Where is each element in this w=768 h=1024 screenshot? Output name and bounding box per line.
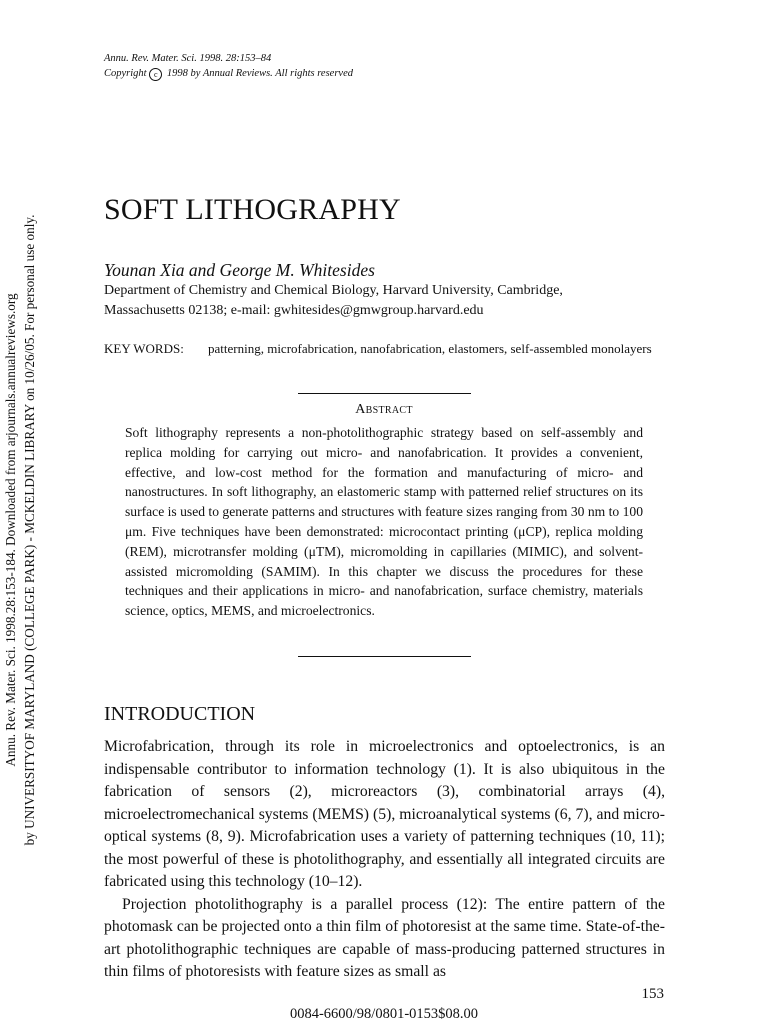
- introduction-paragraph-1: Microfabrication, through its role in microelectronics and optoelectronics, is an indispensable contributor to information technology (1). It is also ubiquitous in the fabrication of sensors (2), microreactors (3), combinatorial arrays (4), microelectromechanical systems (MEMS) (5), microanalytical systems (6, 7), and micro-optical systems (8, 9). Microfabrication uses a variety of patterning techniques (10, 11); the most powerful of these is photolithography, and essentially all integrated circuits are fabricated using this technology (10–12).: [104, 738, 665, 890]
- introduction-paragraph-2: Projection photolithography is a parallel process (12): The entire pattern of the photomask can be projected onto a thin film of photoresist at the same time. State-of-the-art photolithographic techniques are capable of mass-producing patterned structures in thin films of photoresists with feature sizes as small as: [104, 895, 665, 980]
- author-affiliation: [104, 281, 664, 321]
- abstract-top-rule: [298, 393, 471, 394]
- download-notice-line-2: by UNIVERSITYOF MARYLAND (COLLEGE PARK) - MCKELDIN LIBRARY on 10/26/05. For personal use only.: [22, 214, 37, 846]
- article-title: SOFT LITHOGRAPHY: [104, 193, 401, 226]
- keywords-list: patterning, microfabrication, nanofabrication, elastomers, self-assembled monolayers: [208, 341, 652, 356]
- journal-citation: Annu. Rev. Mater. Sci. 1998. 28:153–84: [104, 53, 272, 64]
- download-notice-line-1: Annu. Rev. Mater. Sci. 1998.28:153-184. Downloaded from arjournals.annualreviews.org: [3, 293, 18, 767]
- download-notice-sidebar: [0, 0, 40, 1024]
- article-authors: Younan Xia and George M. Whitesides: [104, 260, 375, 280]
- introduction-heading: INTRODUCTION: [104, 703, 256, 725]
- journal-header: [104, 51, 353, 81]
- introduction-body: [104, 736, 665, 984]
- copyright-icon: c: [149, 68, 162, 81]
- keywords-label: KEY WORDS:: [104, 341, 184, 356]
- abstract-text: Soft lithography represents a non-photolithographic strategy based on self-assembly and replica molding for carrying out micro- and nanofabrication. It provides a convenient, effective, and low-cost method for the formation and manufacturing of micro- and nanostructures. In soft lithography, an elastomeric stamp with patterned relief structures on its surface is used to generate patterns and structures with feature sizes ranging from 30 nm to 100 μm. Five techniques have been demonstrated: microcontact printing (μCP), replica molding (REM), microtransfer molding (μTM), micromolding in capillaries (MIMIC), and solvent-assisted micromolding (SAMIM). In this chapter we discuss the procedures for these techniques and their applications in micro- and nanofabrication, surface chemistry, materials science, optics, MEMS, and microelectronics.: [125, 425, 643, 619]
- copyright-line: [104, 66, 353, 81]
- article-code: 0084-6600/98/0801-0153$08.00: [289, 1006, 479, 1022]
- affiliation-line-1: Department of Chemistry and Chemical Biology, Harvard University, Cambridge,: [104, 283, 563, 298]
- page-number: 153: [641, 986, 664, 1002]
- abstract-heading: Abstract: [355, 402, 413, 417]
- copyright-suffix: 1998 by Annual Reviews. All rights reserved: [166, 68, 353, 79]
- affiliation-line-2: Massachusetts 02138; e-mail: gwhitesides@gmwgroup.harvard.edu: [104, 303, 484, 318]
- keywords-block: [104, 341, 664, 356]
- abstract-bottom-rule: [298, 656, 471, 657]
- download-notice-text: [1, 215, 39, 846]
- copyright-prefix: Copyright: [104, 68, 147, 79]
